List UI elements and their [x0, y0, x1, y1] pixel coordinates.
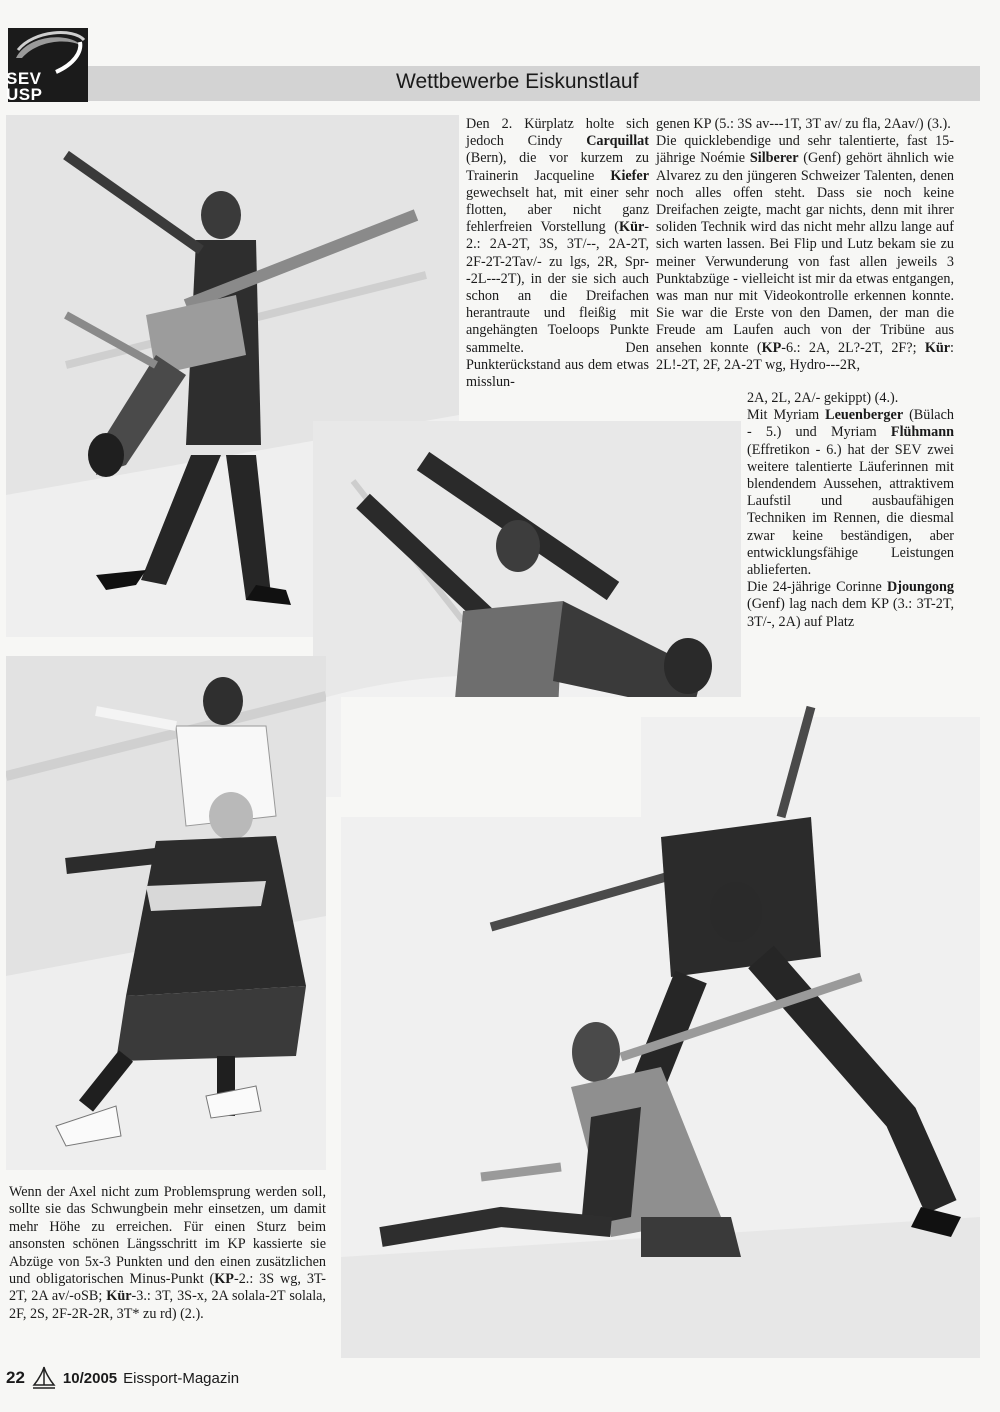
text-column-4 — [9, 1184, 326, 1323]
text-run: -2.: 2A-2T, 3S, 3T/--, 2A-2T, 2F-2T-2Tav/- zu lgs, 2R, Spr--2L---2T), in der sie sich auch schon an die Dreifachen herantraute und fleißig mit angehängten Toeloops Punkte sammelte. Den Punkterückstand aus dem etwas misslun- — [466, 219, 649, 391]
text-column-2 — [656, 116, 954, 374]
paragraph — [656, 133, 954, 374]
score-label: Kür — [924, 339, 951, 356]
text-run: (Bern), die vor kurzem zu Trainerin Jacqueline — [466, 150, 649, 184]
score-label: Kür — [619, 219, 645, 236]
magazine-logo-icon — [31, 1365, 57, 1391]
score-label: KP — [214, 1271, 234, 1288]
text-run: -2.: 3S wg, 3T-2T, 2A av/-oSB; — [9, 1271, 327, 1305]
coach-name: Kiefer — [610, 167, 649, 184]
skater-name: Leuenberger — [825, 407, 904, 424]
text-run: (Effretikon - 6.) hat der SEV zwei weitere talentierte Läuferinnen mit blendendem Aussehen, attraktivem Laufstil und ausbaufähigen Techniken im Rennen, die diesmal zwar keine beständigen, aber entwicklungsfähige Leistungen ablieferten. — [747, 441, 954, 579]
text-run: Die quicklebendige und sehr talentierte, fast 15-jährige Noémie — [656, 133, 954, 167]
skater-name: Flühmann — [890, 424, 954, 441]
page-number: 22 — [6, 1368, 25, 1387]
paragraph: genen KP (5.: 3S av---1T, 3T av/ zu fla, 2Aav/) (3.). — [656, 116, 951, 132]
paragraph — [747, 407, 954, 579]
paragraph — [466, 116, 649, 391]
magazine-name: Eissport-Magazin — [123, 1369, 240, 1387]
paragraph — [747, 579, 954, 631]
logo-line-usp: USP — [6, 85, 43, 104]
page-title: Wettbewerbe Eiskunstlauf — [396, 70, 639, 93]
text-run: gewechselt hat, mit einer sehr flotten, aber nicht ganz fehlerfreien Vorstellung ( — [466, 184, 649, 236]
paragraph — [9, 1184, 326, 1323]
logo-line-sev: SEV — [6, 69, 42, 88]
paragraph: 2A, 2L, 2A/- gekippt) (4.). — [747, 390, 899, 406]
text-run: Den 2. Kürplatz holte sich jedoch Cindy — [466, 116, 649, 150]
text-run: (Genf) lag nach dem KP (3.: 3T-2T, 3T/-, 2A) auf Platz — [747, 596, 954, 630]
page-footer — [6, 1365, 239, 1391]
text-run: Die 24-jährige Corinne — [747, 579, 887, 596]
skater-name: Djoungong — [886, 579, 954, 596]
issue-number: 10/2005 — [62, 1369, 118, 1387]
text-run: (Genf) gehört ähnlich wie Alvarez zu den jüngeren Schweizer Talenten, denen noch alles offen steht. Dass sie noch keine Dreifachen zeigte, macht gar nichts, denn mit ihrer soliden Technik wird das nicht mehr allzu lange auf sich warten lassen. Bei Flip und Lutz bekam sie zu meiner Verwunderung von fast allen jeweils 3 Punktabzüge - vielleicht ist mir da etwas entgangen, was man nur mit Videokontrolle erkennen konnte. Sie war die Erste von den Damen, der man die Freude am Laufen auch von der Tribüne aus ansehen konnte ( — [656, 150, 954, 356]
score-label: KP — [761, 339, 782, 356]
text-run: Wenn der Axel nicht zum Problemsprung werden soll, sollte sie das Schwungbein mehr einsetzen, um damit mehr Höhe zu erreichen. Für einen Sturz beim ansonsten schönen Längsschritt im KP kassierte sie Abzüge von 5x-3 Punkten und den einen zusätzlichen und obligatorischen Minus-Punkt ( — [9, 1184, 326, 1288]
photo-ice-dance-pair-reach — [341, 697, 980, 1358]
skater-name: Silberer — [749, 150, 799, 167]
text-run: (Bülach - 5.) und Myriam — [747, 407, 954, 441]
photo-ice-dance-pair-dress — [6, 656, 326, 1170]
text-run: : 2L!-2T, 2F, 2A-2T wg, Hydro---2R, — [656, 339, 954, 373]
text-column-3 — [747, 390, 954, 631]
text-run: -3.: 3T, 3S-x, 2A solala-2T solala, 2F, 2S, 2F-2R-2R, 3T* zu rd) (2.). — [9, 1288, 326, 1322]
score-label: Kür — [106, 1288, 132, 1305]
skater-name: Carquillat — [586, 133, 649, 150]
text-column-1 — [466, 116, 649, 391]
text-run: -6.: 2A, 2L?-2T, 2F?; — [781, 339, 925, 356]
text-run: Mit Myriam — [747, 407, 826, 424]
